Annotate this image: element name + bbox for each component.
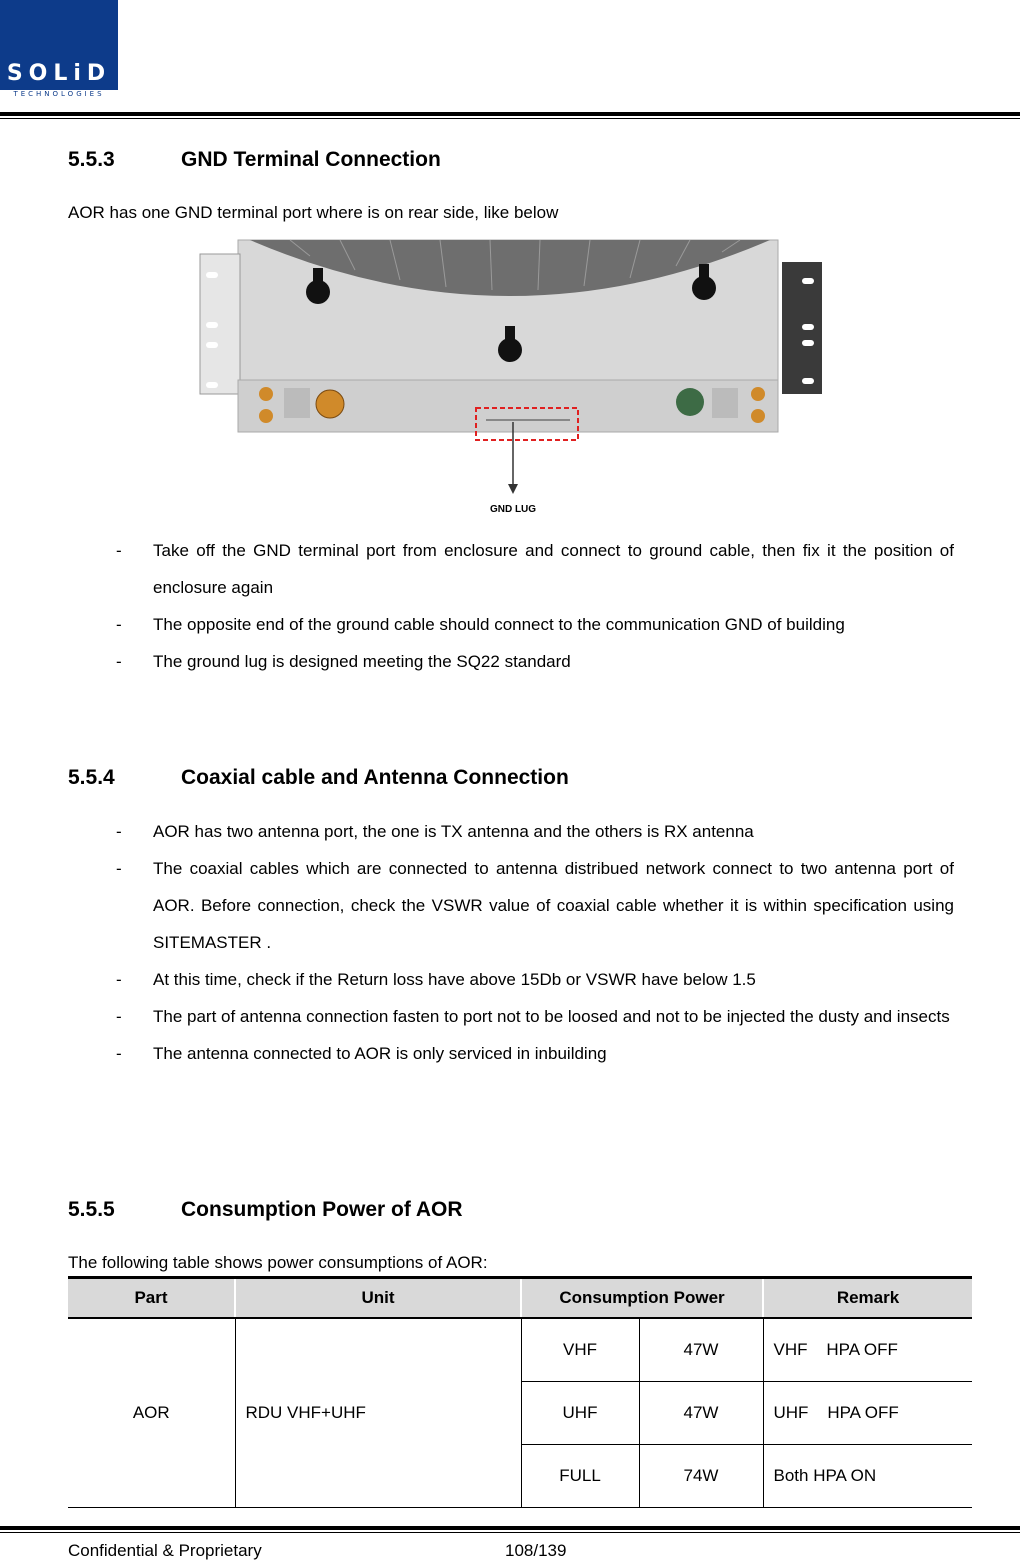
- antenna-bullet-list: [68, 813, 954, 1072]
- header-remark: Remark: [763, 1278, 972, 1319]
- label-plate-left: [284, 388, 310, 418]
- cell-power: 47W: [639, 1318, 763, 1382]
- section-title: GND Terminal Connection: [181, 148, 441, 171]
- antenna-port-3: [751, 387, 765, 401]
- power-consumption-table: [68, 1276, 972, 1508]
- footer-rule-thin: [0, 1532, 1020, 1533]
- cell-remark: UHF HPA OFF: [763, 1382, 972, 1445]
- table-header-row: [68, 1278, 972, 1319]
- cell-part: AOR: [68, 1318, 235, 1508]
- footer-confidential: Confidential & Proprietary: [68, 1541, 262, 1560]
- section-heading-554: [68, 766, 569, 790]
- aor-rear-panel-figure: [190, 232, 832, 517]
- logo-text: SOLiD: [0, 58, 118, 90]
- list-item: - At this time, check if the Return loss have above 15Db or VSWR have below 1.5: [116, 970, 756, 989]
- right-mount-bracket: [782, 262, 822, 394]
- header-part: Part: [68, 1278, 235, 1319]
- logo-subtext: TECHNOLOGIES: [13, 90, 105, 98]
- cell-band: UHF: [521, 1382, 639, 1445]
- list-item: - The opposite end of the ground cable should connect to the communication GND of building: [116, 615, 845, 634]
- power-connector: [676, 388, 704, 416]
- section-intro: AOR has one GND terminal port where is on rear side, like below: [68, 203, 559, 222]
- list-item: - AOR has two antenna port, the one is TX antenna and the others is RX antenna: [116, 822, 754, 841]
- section-title: Consumption Power of AOR: [181, 1198, 463, 1221]
- cell-remark: Both HPA ON: [763, 1445, 972, 1508]
- section-number: 5.5.5: [68, 1198, 115, 1221]
- list-item: - The part of antenna connection fasten to port not to be loosed and not to be injected the dusty and insects: [116, 1007, 950, 1026]
- cell-band: FULL: [521, 1445, 639, 1508]
- antenna-port-2: [259, 409, 273, 423]
- header-consumption-power: Consumption Power: [521, 1278, 763, 1319]
- header-rule: [0, 112, 1020, 116]
- list-item: - The coaxial cables which are connected to antenna distribued network connect to two antenna port of AOR. Before connection, check the VSWR value of coaxial cable whether it is within specification using SITEMASTER .: [116, 859, 954, 952]
- list-item: - The antenna connected to AOR is only serviced in inbuilding: [116, 1044, 607, 1063]
- header-unit: Unit: [235, 1278, 521, 1319]
- cell-remark: VHF HPA OFF: [763, 1318, 972, 1382]
- gnd-bullet-list: [68, 532, 954, 680]
- optical-port-connector: [316, 390, 344, 418]
- header-rule-thin: [0, 118, 1020, 119]
- section-heading-555: [68, 1198, 463, 1222]
- section-title: Coaxial cable and Antenna Connection: [181, 766, 569, 789]
- cell-unit: RDU VHF+UHF: [235, 1318, 521, 1508]
- section-heading-553: [68, 148, 441, 172]
- list-item: - Take off the GND terminal port from enclosure and connect to ground cable, then fix it the position of enclosure again: [116, 541, 954, 597]
- page-number: 108/139: [505, 1541, 567, 1560]
- cell-power: 47W: [639, 1382, 763, 1445]
- gnd-pointer-arrow: [508, 484, 518, 494]
- section-number: 5.5.3: [68, 148, 115, 171]
- logo-block: [0, 0, 118, 62]
- cell-power: 74W: [639, 1445, 763, 1508]
- section-intro: The following table shows power consumptions of AOR:: [68, 1253, 488, 1272]
- list-item: - The ground lug is designed meeting the SQ22 standard: [116, 652, 571, 671]
- gnd-lug-label: GND LUG: [489, 504, 537, 515]
- antenna-port-4: [751, 409, 765, 423]
- footer-rule: [0, 1526, 1020, 1530]
- section-number: 5.5.4: [68, 766, 115, 789]
- table-row: [68, 1318, 972, 1382]
- label-plate-right: [712, 388, 738, 418]
- company-logo: [0, 0, 118, 102]
- antenna-port-1: [259, 387, 273, 401]
- cell-band: VHF: [521, 1318, 639, 1382]
